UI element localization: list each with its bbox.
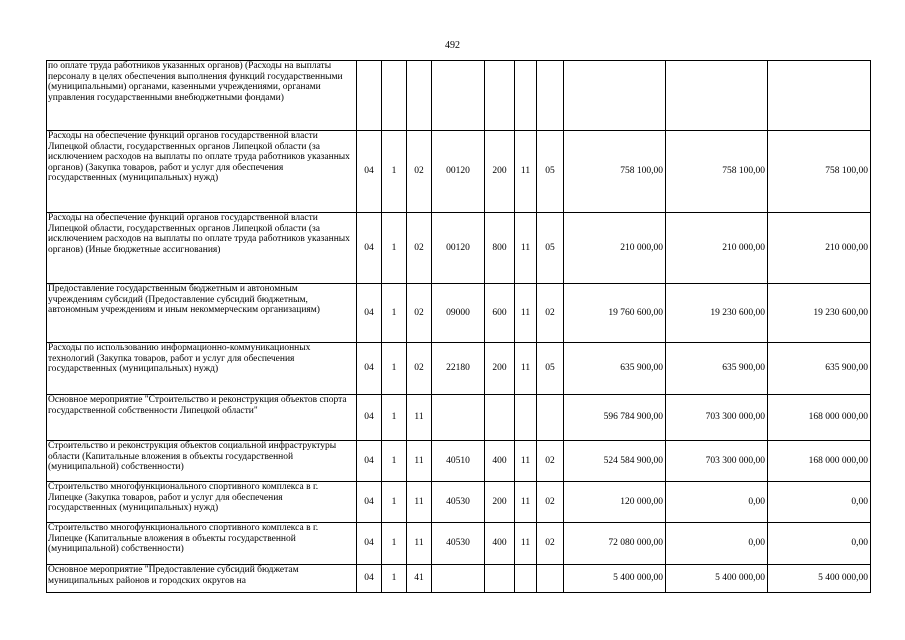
program-code: 04 bbox=[357, 482, 382, 523]
event-code bbox=[407, 61, 432, 131]
event-code: 41 bbox=[407, 565, 432, 593]
amount-year-1: 19 760 600,00 bbox=[564, 284, 666, 343]
direction-code: 00120 bbox=[432, 131, 485, 213]
section-code: 11 bbox=[515, 131, 537, 213]
amount-year-3: 758 100,00 bbox=[768, 131, 871, 213]
program-code: 04 bbox=[357, 343, 382, 395]
event-code: 11 bbox=[407, 395, 432, 441]
program-code: 04 bbox=[357, 131, 382, 213]
amount-year-1: 635 900,00 bbox=[564, 343, 666, 395]
event-code: 02 bbox=[407, 213, 432, 284]
budget-table bbox=[46, 60, 871, 593]
amount-year-2: 0,00 bbox=[666, 523, 768, 565]
amount-year-2: 210 000,00 bbox=[666, 213, 768, 284]
direction-code: 00120 bbox=[432, 213, 485, 284]
subsection-code: 02 bbox=[537, 523, 564, 565]
amount-year-2: 0,00 bbox=[666, 482, 768, 523]
table-row bbox=[47, 61, 871, 131]
amount-year-2: 758 100,00 bbox=[666, 131, 768, 213]
program-code bbox=[357, 61, 382, 131]
direction-code: 40510 bbox=[432, 441, 485, 482]
expense-type-code: 200 bbox=[485, 131, 515, 213]
row-description: Предоставление государственным бюджетным и автономным учреждениям субсидий (Предоставление субсидий бюджетным, автономным учреждениям и иным некоммерческим организациям) bbox=[47, 284, 357, 343]
subsection-code bbox=[537, 61, 564, 131]
subsection-code: 05 bbox=[537, 213, 564, 284]
program-code: 04 bbox=[357, 213, 382, 284]
amount-year-3: 0,00 bbox=[768, 482, 871, 523]
subprogram-code: 1 bbox=[382, 523, 407, 565]
program-code: 04 bbox=[357, 565, 382, 593]
table-row bbox=[47, 482, 871, 523]
subsection-code: 02 bbox=[537, 284, 564, 343]
amount-year-3: 210 000,00 bbox=[768, 213, 871, 284]
amount-year-1: 120 000,00 bbox=[564, 482, 666, 523]
subprogram-code: 1 bbox=[382, 441, 407, 482]
expense-type-code: 600 bbox=[485, 284, 515, 343]
direction-code bbox=[432, 61, 485, 131]
section-code bbox=[515, 61, 537, 131]
section-code: 11 bbox=[515, 343, 537, 395]
amount-year-1 bbox=[564, 61, 666, 131]
table-row bbox=[47, 343, 871, 395]
amount-year-2: 703 300 000,00 bbox=[666, 441, 768, 482]
subprogram-code bbox=[382, 61, 407, 131]
section-code: 11 bbox=[515, 482, 537, 523]
row-description: по оплате труда работников указанных органов) (Расходы на выплаты персоналу в целях обеспечения выполнения функций государственными (муниципальными) органами, казенными учреждениями, органами управления государственными внебюджетными фондами) bbox=[47, 61, 357, 131]
amount-year-2: 635 900,00 bbox=[666, 343, 768, 395]
subprogram-code: 1 bbox=[382, 284, 407, 343]
section-code: 11 bbox=[515, 441, 537, 482]
event-code: 02 bbox=[407, 131, 432, 213]
expense-type-code bbox=[485, 395, 515, 441]
expense-type-code bbox=[485, 565, 515, 593]
section-code: 11 bbox=[515, 213, 537, 284]
amount-year-2: 5 400 000,00 bbox=[666, 565, 768, 593]
direction-code: 09000 bbox=[432, 284, 485, 343]
table-row bbox=[47, 565, 871, 593]
event-code: 11 bbox=[407, 523, 432, 565]
subprogram-code: 1 bbox=[382, 395, 407, 441]
amount-year-3: 168 000 000,00 bbox=[768, 441, 871, 482]
section-code bbox=[515, 395, 537, 441]
subprogram-code: 1 bbox=[382, 482, 407, 523]
amount-year-3: 168 000 000,00 bbox=[768, 395, 871, 441]
expense-type-code: 800 bbox=[485, 213, 515, 284]
amount-year-2 bbox=[666, 61, 768, 131]
direction-code: 40530 bbox=[432, 482, 485, 523]
event-code: 11 bbox=[407, 441, 432, 482]
table-row bbox=[47, 213, 871, 284]
row-description: Расходы на обеспечение функций органов государственной власти Липецкой области, государственных органов Липецкой области (за исключением расходов на выплаты по оплате труда работников указанных органов) (Закупка товаров, работ и услуг для обеспечения государственных (муниципальных) нужд) bbox=[47, 131, 357, 213]
amount-year-2: 703 300 000,00 bbox=[666, 395, 768, 441]
subprogram-code: 1 bbox=[382, 131, 407, 213]
program-code: 04 bbox=[357, 523, 382, 565]
row-description: Основное мероприятие "Строительство и реконструкция объектов спорта государственной собственности Липецкой области" bbox=[47, 395, 357, 441]
subsection-code bbox=[537, 565, 564, 593]
table-row bbox=[47, 131, 871, 213]
amount-year-3: 635 900,00 bbox=[768, 343, 871, 395]
expense-type-code: 400 bbox=[485, 523, 515, 565]
expense-type-code bbox=[485, 61, 515, 131]
amount-year-1: 596 784 900,00 bbox=[564, 395, 666, 441]
row-description: Строительство многофункционального спортивного комплекса в г. Липецке (Капитальные вложения в объекты государственной (муниципальной) собственности) bbox=[47, 523, 357, 565]
direction-code: 40530 bbox=[432, 523, 485, 565]
amount-year-1: 5 400 000,00 bbox=[564, 565, 666, 593]
amount-year-3: 5 400 000,00 bbox=[768, 565, 871, 593]
program-code: 04 bbox=[357, 284, 382, 343]
row-description: Расходы по использованию информационно-коммуникационных технологий (Закупка товаров, работ и услуг для обеспечения государственных (муниципальных) нужд) bbox=[47, 343, 357, 395]
amount-year-1: 758 100,00 bbox=[564, 131, 666, 213]
page-number: 492 bbox=[445, 40, 460, 51]
amount-year-3: 0,00 bbox=[768, 523, 871, 565]
subsection-code: 05 bbox=[537, 131, 564, 213]
amount-year-1: 210 000,00 bbox=[564, 213, 666, 284]
subsection-code: 02 bbox=[537, 482, 564, 523]
subprogram-code: 1 bbox=[382, 565, 407, 593]
event-code: 02 bbox=[407, 343, 432, 395]
expense-type-code: 200 bbox=[485, 343, 515, 395]
section-code bbox=[515, 565, 537, 593]
table-row bbox=[47, 523, 871, 565]
section-code: 11 bbox=[515, 523, 537, 565]
row-description: Строительство и реконструкция объектов социальной инфраструктуры области (Капитальные вложения в объекты государственной (муниципальной) собственности) bbox=[47, 441, 357, 482]
amount-year-1: 72 080 000,00 bbox=[564, 523, 666, 565]
subsection-code: 05 bbox=[537, 343, 564, 395]
section-code: 11 bbox=[515, 284, 537, 343]
direction-code bbox=[432, 565, 485, 593]
table-row bbox=[47, 284, 871, 343]
subsection-code bbox=[537, 395, 564, 441]
amount-year-1: 524 584 900,00 bbox=[564, 441, 666, 482]
amount-year-2: 19 230 600,00 bbox=[666, 284, 768, 343]
table-row bbox=[47, 441, 871, 482]
direction-code: 22180 bbox=[432, 343, 485, 395]
expense-type-code: 400 bbox=[485, 441, 515, 482]
expense-type-code: 200 bbox=[485, 482, 515, 523]
subprogram-code: 1 bbox=[382, 343, 407, 395]
program-code: 04 bbox=[357, 395, 382, 441]
amount-year-3 bbox=[768, 61, 871, 131]
event-code: 02 bbox=[407, 284, 432, 343]
row-description: Основное мероприятие "Предоставление субсидий бюджетам муниципальных районов и городских округов на bbox=[47, 565, 357, 593]
subsection-code: 02 bbox=[537, 441, 564, 482]
row-description: Расходы на обеспечение функций органов государственной власти Липецкой области, государственных органов Липецкой области (за исключением расходов на выплаты по оплате труда работников указанных органов) (Иные бюджетные ассигнования) bbox=[47, 213, 357, 284]
amount-year-3: 19 230 600,00 bbox=[768, 284, 871, 343]
program-code: 04 bbox=[357, 441, 382, 482]
direction-code bbox=[432, 395, 485, 441]
row-description: Строительство многофункционального спортивного комплекса в г. Липецке (Закупка товаров, работ и услуг для обеспечения государственных (муниципальных) нужд) bbox=[47, 482, 357, 523]
event-code: 11 bbox=[407, 482, 432, 523]
table-row bbox=[47, 395, 871, 441]
subprogram-code: 1 bbox=[382, 213, 407, 284]
